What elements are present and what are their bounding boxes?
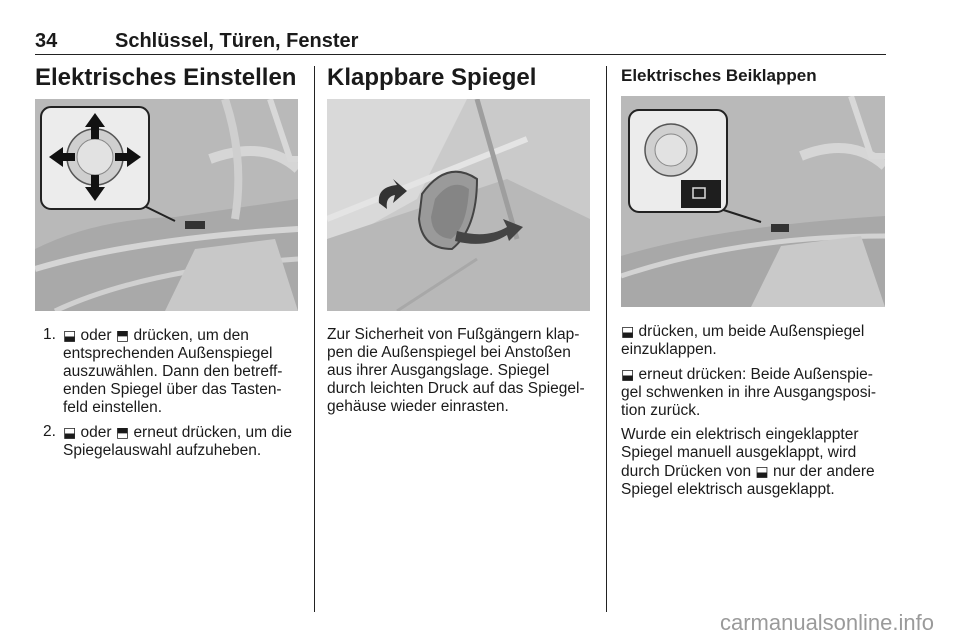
mirror-fold-icon: ⬓: [755, 463, 769, 479]
mirror-fold-icon: ⬓: [621, 323, 635, 339]
text-line: einzuklappen.: [621, 341, 717, 358]
column-divider-1: [314, 66, 315, 612]
text-line: Spiegel elektrisch ausgeklappt.: [621, 481, 835, 498]
header-rule: [35, 54, 886, 55]
folding-mirror-illustration: [327, 99, 590, 311]
text-line: gel schwenken in ihre Ausgangsposi-: [621, 384, 877, 401]
heading-folding-mirrors: Klappbare Spiegel: [327, 64, 537, 91]
left-mirror-select-icon: ⬓: [63, 327, 77, 343]
chapter-title: Schlüssel, Türen, Fenster: [115, 30, 359, 52]
text-line: aus ihrer Ausgangslage. Spiegel: [327, 362, 550, 379]
left-mirror-select-icon: ⬓: [63, 424, 77, 440]
text-line: gehäuse wieder einrasten.: [327, 398, 509, 415]
figure-mirror-adjust-switch: [35, 99, 298, 311]
step-1: [35, 326, 305, 417]
connector-text: oder: [80, 327, 112, 344]
text-line: auszuwählen. Dann den betreff-: [63, 363, 283, 380]
heading-electric-fold: Elektrisches Beiklappen: [621, 66, 817, 85]
text-electric-fold: [621, 322, 896, 505]
column-electric-fold: [621, 66, 817, 86]
text-line: durch leichten Druck auf das Spiegel-: [327, 380, 585, 397]
column-folding-mirrors: [327, 64, 536, 92]
figure-folding-mirror: [327, 99, 590, 311]
text-line: Spiegel manuell ausgeklappt, wird: [621, 444, 857, 461]
step-number: 2.: [43, 423, 56, 440]
right-mirror-select-icon: ⬒: [115, 327, 130, 343]
connector-text: oder: [80, 424, 112, 441]
text-line: erneut drücken: Beide Außenspie-: [638, 366, 873, 383]
text-line: drücken, um beide Außenspiegel: [638, 323, 865, 340]
text-line: durch Drücken von: [621, 463, 752, 480]
mirror-adjust-switch-illustration: [35, 99, 298, 311]
text-line: pen die Außenspiegel bei Anstoßen: [327, 344, 571, 361]
text-line: drücken, um den: [133, 327, 249, 344]
text-line: erneut drücken, um die: [133, 424, 292, 441]
mirror-fold-icon: ⬓: [621, 366, 635, 382]
text-line: feld einstellen.: [63, 399, 163, 416]
figure-mirror-fold-button: [621, 96, 885, 307]
heading-electric-adjust: Elektrisches Einstellen: [35, 64, 297, 91]
watermark: carmanualsonline.info: [719, 610, 934, 635]
mirror-fold-button-illustration: [621, 96, 885, 307]
column-electric-adjust: [35, 64, 296, 92]
steps-electric-adjust: [35, 326, 305, 466]
step-number: 1.: [43, 326, 56, 343]
text-line: tion zurück.: [621, 402, 701, 419]
text-line: entsprechenden Außenspiegel: [63, 345, 273, 362]
column-divider-2: [606, 66, 607, 612]
right-mirror-select-icon: ⬒: [115, 424, 130, 440]
step-2: [35, 423, 305, 460]
text-line: Spiegelauswahl aufzuheben.: [63, 442, 262, 459]
text-line: enden Spiegel über das Tasten-: [63, 381, 282, 398]
text-line: nur der andere: [772, 463, 875, 480]
text-line: Wurde ein elektrisch eingeklappter: [621, 426, 859, 443]
text-line: Zur Sicherheit von Fußgängern klap-: [327, 326, 580, 343]
page-number: 34: [35, 30, 58, 52]
text-folding-mirrors: [327, 326, 599, 422]
